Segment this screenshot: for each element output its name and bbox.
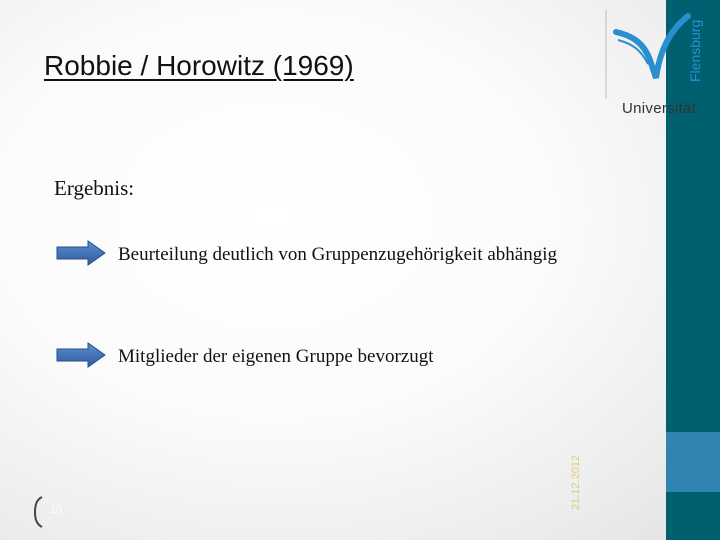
logo-city: Flensburg <box>687 19 703 82</box>
slide-date: 21.12.2012 <box>570 454 582 510</box>
result-heading: Ergebnis: <box>54 176 135 200</box>
side-bar-accent-block <box>666 432 720 492</box>
slide-title: Robbie / Horowitz (1969) <box>44 50 354 81</box>
bullet-text: Beurteilung deutlich von Gruppenzugehörigkeit abhängig <box>118 244 557 265</box>
right-arrow-icon <box>56 342 106 368</box>
right-arrow-icon <box>56 240 106 266</box>
footer-bracket-icon <box>32 496 44 528</box>
page-number: 10 <box>50 504 63 516</box>
logo-wordmark: Universität <box>622 100 697 117</box>
bullet-text: Mitglieder der eigenen Gruppe bevorzugt <box>118 346 434 367</box>
